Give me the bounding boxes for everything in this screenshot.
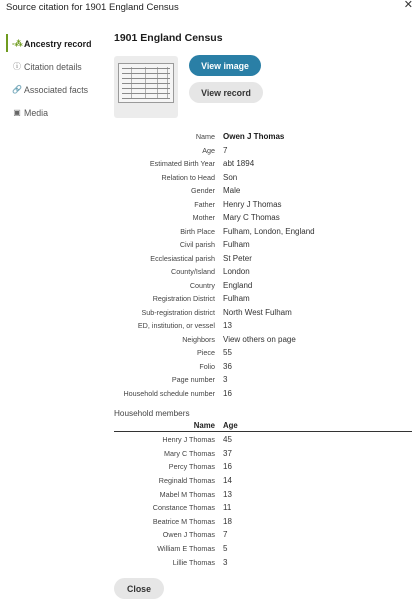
fact-value: 55 [223, 348, 232, 358]
fact-value: 36 [223, 361, 232, 371]
fact-row [114, 333, 414, 347]
fact-label: Piece [197, 348, 215, 358]
image-icon: ▣ [13, 108, 21, 117]
member-age: 13 [223, 489, 232, 499]
sidebar-item-associated-facts[interactable] [6, 78, 102, 101]
fact-value: 3 [223, 375, 228, 385]
fact-value: abt 1894 [223, 159, 255, 169]
table-row [114, 474, 412, 488]
fact-label: County/Island [171, 267, 215, 277]
fact-label: Name [195, 132, 215, 142]
view-image-button[interactable]: View image [189, 55, 261, 76]
fact-value: 7 [223, 145, 228, 155]
fact-label: Civil parish [179, 240, 215, 250]
fact-value: Son [223, 172, 238, 182]
member-age: 45 [223, 435, 232, 445]
fact-label: ED, institution, or vessel [137, 321, 215, 331]
fact-label: Relation to Head [161, 172, 215, 182]
dialog-titlebar [0, 0, 416, 18]
fact-row [114, 225, 414, 239]
household-table [114, 433, 412, 569]
fact-value: Fulham, London, England [223, 226, 315, 236]
fact-value: London [223, 267, 250, 277]
fact-row [114, 171, 414, 185]
fact-label: Gender [191, 186, 215, 196]
member-name[interactable]: Beatrice M Thomas [152, 516, 215, 526]
sidebar-item-label: Citation details [24, 61, 82, 72]
fact-row [114, 279, 414, 293]
fact-label: Country [189, 280, 215, 290]
fact-label: Age [202, 145, 215, 155]
table-row [114, 487, 412, 501]
member-name[interactable]: Lillie Thomas [172, 557, 215, 567]
table-row [114, 555, 412, 569]
fact-value: St Peter [223, 253, 252, 263]
fact-row [114, 265, 414, 279]
sidebar-item-label: Ancestry record [24, 38, 92, 49]
member-age: 11 [223, 503, 232, 513]
fact-label: Ecclesiastical parish [150, 253, 215, 263]
close-icon[interactable]: ✕ [403, 0, 413, 11]
sidebar-item-label: Associated facts [24, 84, 89, 95]
table-row [114, 515, 412, 529]
view-neighbors-link[interactable]: View others on page [223, 334, 296, 344]
member-age: 37 [223, 448, 232, 458]
fact-row [114, 211, 414, 225]
fact-row [114, 360, 414, 374]
member-name[interactable]: Henry J Thomas [162, 435, 215, 445]
fact-row [114, 184, 414, 198]
member-age: 3 [223, 557, 228, 567]
fact-value: North West Fulham [223, 307, 292, 317]
sidebar-item-label: Media [24, 107, 48, 118]
fact-label: Mother [192, 213, 215, 223]
dialog-title: Source citation for 1901 England Census [6, 2, 179, 13]
fact-row [114, 144, 414, 158]
fact-value: Owen J Thomas [223, 132, 285, 142]
fact-row-name [114, 130, 414, 144]
fact-row [114, 157, 414, 171]
household-members-heading: Household members [114, 409, 190, 418]
member-age: 16 [223, 462, 232, 472]
fact-label: Registration District [152, 294, 215, 304]
member-name[interactable]: Mary C Thomas [164, 448, 215, 458]
member-age: 18 [223, 516, 232, 526]
member-name[interactable]: William E Thomas [157, 544, 215, 554]
view-record-button[interactable]: View record [189, 82, 263, 103]
sidebar-item-media[interactable] [6, 101, 102, 124]
table-row [114, 447, 412, 461]
table-row [114, 460, 412, 474]
fact-value: Fulham [223, 294, 250, 304]
fact-label: Neighbors [182, 334, 215, 344]
fact-value: 16 [223, 388, 232, 398]
member-name[interactable]: Percy Thomas [168, 462, 215, 472]
fact-row [114, 238, 414, 252]
fact-value: Male [223, 186, 241, 196]
fact-value: Henry J Thomas [223, 199, 282, 209]
fact-label: Household schedule number [123, 388, 215, 398]
fact-row [114, 198, 414, 212]
household-table-header [114, 420, 412, 432]
member-age: 7 [223, 530, 228, 540]
fact-label: Page number [171, 375, 215, 385]
fact-label: Birth Place [180, 226, 215, 236]
fact-label: Father [194, 199, 215, 209]
fact-row [114, 252, 414, 266]
fact-label: Sub-registration district [141, 307, 215, 317]
member-age: 14 [223, 476, 232, 486]
ancestry-leaf-icon: -⁂ [12, 39, 23, 48]
fact-value: Fulham [223, 240, 250, 250]
member-name[interactable]: Mabel M Thomas [159, 489, 215, 499]
member-name[interactable]: Reginald Thomas [158, 476, 215, 486]
member-age: 5 [223, 544, 228, 554]
member-name[interactable]: Constance Thomas [152, 503, 215, 513]
link-icon: 🔗 [12, 85, 22, 94]
sidebar-item-ancestry-record[interactable] [6, 32, 102, 55]
fact-row [114, 346, 414, 360]
sidebar-item-citation-details[interactable] [6, 55, 102, 78]
record-title: 1901 England Census [114, 32, 223, 44]
fact-value: Mary C Thomas [223, 213, 280, 223]
census-page-preview [118, 63, 174, 103]
member-name[interactable]: Owen J Thomas [162, 530, 215, 540]
fact-row [114, 292, 414, 306]
fact-label: Folio [199, 361, 215, 371]
fact-row [114, 306, 414, 320]
fact-label: Estimated Birth Year [149, 159, 215, 169]
table-row [114, 501, 412, 515]
table-row [114, 542, 412, 556]
fact-value: 13 [223, 321, 232, 331]
fact-row [114, 319, 414, 333]
record-image-thumbnail[interactable] [114, 56, 178, 118]
fact-value: England [223, 280, 253, 290]
info-icon: ⓘ [13, 62, 21, 71]
column-header-age: Age [223, 421, 238, 430]
table-row [114, 528, 412, 542]
column-header-name: Name [193, 421, 215, 430]
close-button[interactable]: Close [114, 578, 164, 599]
record-facts-list [114, 130, 414, 400]
table-row [114, 433, 412, 447]
fact-row [114, 373, 414, 387]
fact-row [114, 387, 414, 401]
sidebar-nav [6, 32, 102, 124]
